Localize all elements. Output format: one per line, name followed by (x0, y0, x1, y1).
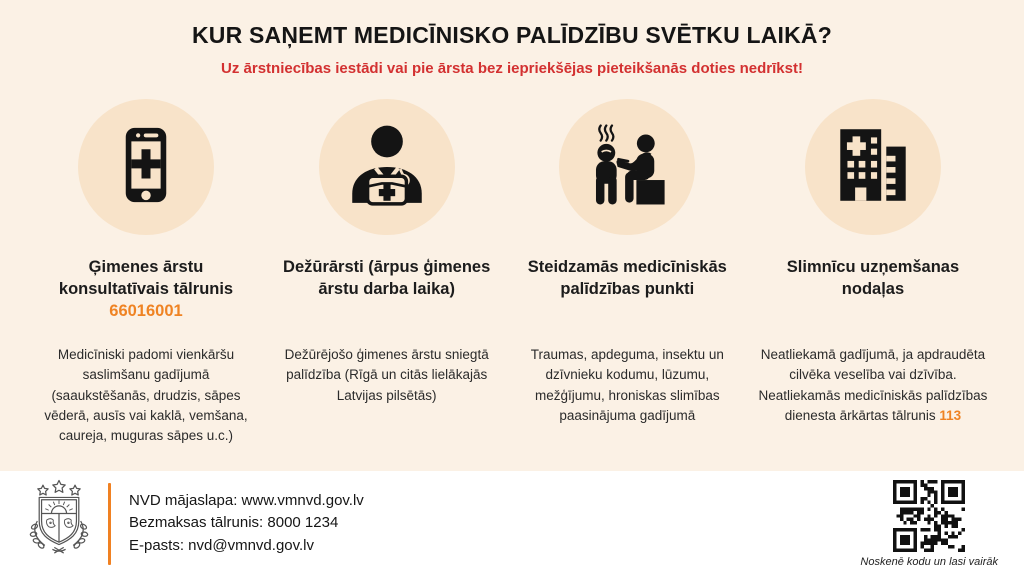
qr-caption: Noskenē kodu un lasi vairāk (860, 555, 998, 568)
contact-block (129, 490, 364, 558)
card-heading (767, 257, 979, 337)
qr-code-icon (893, 480, 965, 552)
card-heading (281, 257, 493, 337)
icon-circle (805, 99, 941, 235)
card-title: Steidzamās medicīniskās palīdzības punkti (527, 258, 727, 298)
page-title: KUR SAŅEMT MEDICĪNISKO PALĪDZĪBU SVĒTKU LAIKĀ? (192, 22, 832, 48)
card-description: Medicīniski padomi vienkāršu saslimšanu gadījumā (saaukstēšanās, drudzis, sāpes vēderā, ausīs vai kaklā, vemšana, caureja, muguras sāpes u.c.) (44, 347, 248, 443)
card-heading (521, 257, 733, 337)
card-description: Traumas, apdeguma, insektu un dzīvnieku kodumu, lūzumu, mežģījumu, hroniskas slimības paasinājuma gadījumā (530, 347, 724, 423)
doctor-icon (341, 119, 433, 216)
card-phone-number: 66016001 (109, 301, 183, 320)
patient-care-icon (580, 118, 674, 217)
card-family-doctor-phone (32, 99, 260, 446)
phone-line: Bezmaksas tālrunis: 8000 1234 (129, 514, 339, 532)
cards-row (0, 99, 1024, 446)
email-line: E-pasts: nvd@vmnvd.gov.lv (129, 536, 315, 554)
card-title: Dežūrārsti (ārpus ģimenes ārstu darba laika) (283, 258, 491, 298)
hospital-building-icon (827, 119, 919, 216)
card-description (754, 345, 992, 426)
website-line: NVD mājaslapa: www.vmnvd.gov.lv (129, 491, 364, 509)
phone-medical-cross-icon (101, 120, 191, 215)
footer (0, 471, 1024, 576)
emergency-phone-number: 113 (939, 407, 962, 423)
card-description: Dežūrējošo ģimenes ārstu sniegtā palīdzība (Rīgā un citās lielākajās Latvijas pilsētās) (284, 347, 489, 403)
page-subtitle: Uz ārstniecības iestādi vai pie ārsta bez iepriekšējas pieteikšanās doties nedrīkst! (221, 60, 803, 77)
icon-circle (559, 99, 695, 235)
latvia-coat-of-arms-logo (26, 477, 92, 570)
card-title: Ģimenes ārstu konsultatīvais tālrunis (58, 258, 234, 298)
icon-circle (78, 99, 214, 235)
footer-divider (108, 483, 111, 565)
card-duty-doctors (273, 99, 501, 446)
card-description-text: Neatliekamā gadījumā, ja apdraudēta cilvēka veselība vai dzīvība. Neatliekamās medicīniskās palīdzības dienesta ārkārtas tālrunis (758, 347, 988, 423)
card-emergency-aid-points (513, 99, 741, 446)
card-heading (40, 257, 252, 337)
icon-circle (319, 99, 455, 235)
card-hospital-admissions (754, 99, 992, 446)
qr-block (860, 480, 998, 568)
card-title: Slimnīcu uzņemšanas nodaļas (786, 258, 960, 298)
